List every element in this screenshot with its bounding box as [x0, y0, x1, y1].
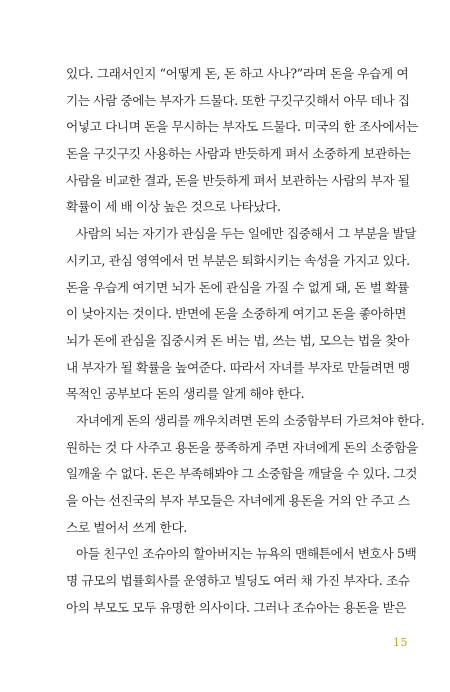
text-line: 확률이 세 배 이상 높은 것으로 나타났다.: [66, 199, 281, 215]
text-line: 있다. 그래서인지 “어떻게 돈, 돈 하고 사나?”라며 돈을 우습게 여: [66, 66, 409, 81]
paragraph-first-line: 사람의 뇌는 자기가 관심을 두는 일에만 집중해서 그 부분을 발달: [76, 226, 417, 242]
text-line: 일깨울 수 없다. 돈은 부족해봐야 그 소중함을 깨달을 수 있다. 그것: [66, 466, 418, 482]
text-line: 이 낮아지는 것이다. 반면에 돈을 소중하게 여기고 돈을 좋아하면: [66, 306, 407, 322]
text-line: 내 부자가 될 확률을 높여준다. 따라서 자녀를 부자로 만들려면 맹: [66, 359, 410, 375]
text-line: 원하는 것 다 사주고 용돈을 풍족하게 주면 자녀에게 돈의 소중함을: [66, 439, 418, 455]
paragraph-first-line: 자녀에게 돈의 생리를 깨우치려면 돈의 소중함부터 가르쳐야 한다.: [76, 412, 425, 428]
text-line: 기는 사람 중에는 부자가 드물다. 또한 구깃구깃해서 아무 데나 집: [66, 92, 410, 108]
text-line: 목적인 공부보다 돈의 생리를 알게 해야 한다.: [66, 386, 305, 402]
paragraph-first-line: 아들 친구인 조슈아의 할아버지는 뉴욕의 맨해튼에서 변호사 5백: [76, 546, 417, 562]
text-line: 명 규모의 법률회사를 운영하고 빌딩도 여러 채 가진 부자다. 조슈: [66, 573, 410, 589]
page-number: 15: [393, 636, 408, 649]
text-line: 뇌가 돈에 관심을 집중시켜 돈 버는 법, 쓰는 법, 모으는 법을 찾아: [66, 332, 409, 348]
text-line: 아의 부모도 모두 유명한 의사이다. 그러나 조슈아는 용돈을 받은: [66, 599, 407, 615]
body-text: [66, 61, 425, 621]
text-line: 돈을 구깃구깃 사용하는 사람과 반듯하게 펴서 소중하게 보관하는: [66, 146, 411, 162]
text-line: 어넣고 다니며 돈을 무시하는 부자도 드물다. 미국의 한 조사에서는: [66, 119, 418, 135]
text-line: 시키고, 관심 영역에서 먼 부분은 퇴화시키는 속성을 가지고 있다.: [66, 252, 410, 268]
text-line: 사람을 비교한 결과, 돈을 반듯하게 펴서 보관하는 사람의 부자 될: [66, 172, 410, 188]
text-line: 을 아는 선진국의 부자 부모들은 자녀에게 용돈을 거의 안 주고 스: [66, 493, 410, 508]
text-line: 스로 벌어서 쓰게 한다.: [66, 519, 187, 535]
text-line: 돈을 우습게 여기면 뇌가 돈에 관심을 가질 수 없게 돼, 돈 벌 확률: [66, 279, 409, 295]
